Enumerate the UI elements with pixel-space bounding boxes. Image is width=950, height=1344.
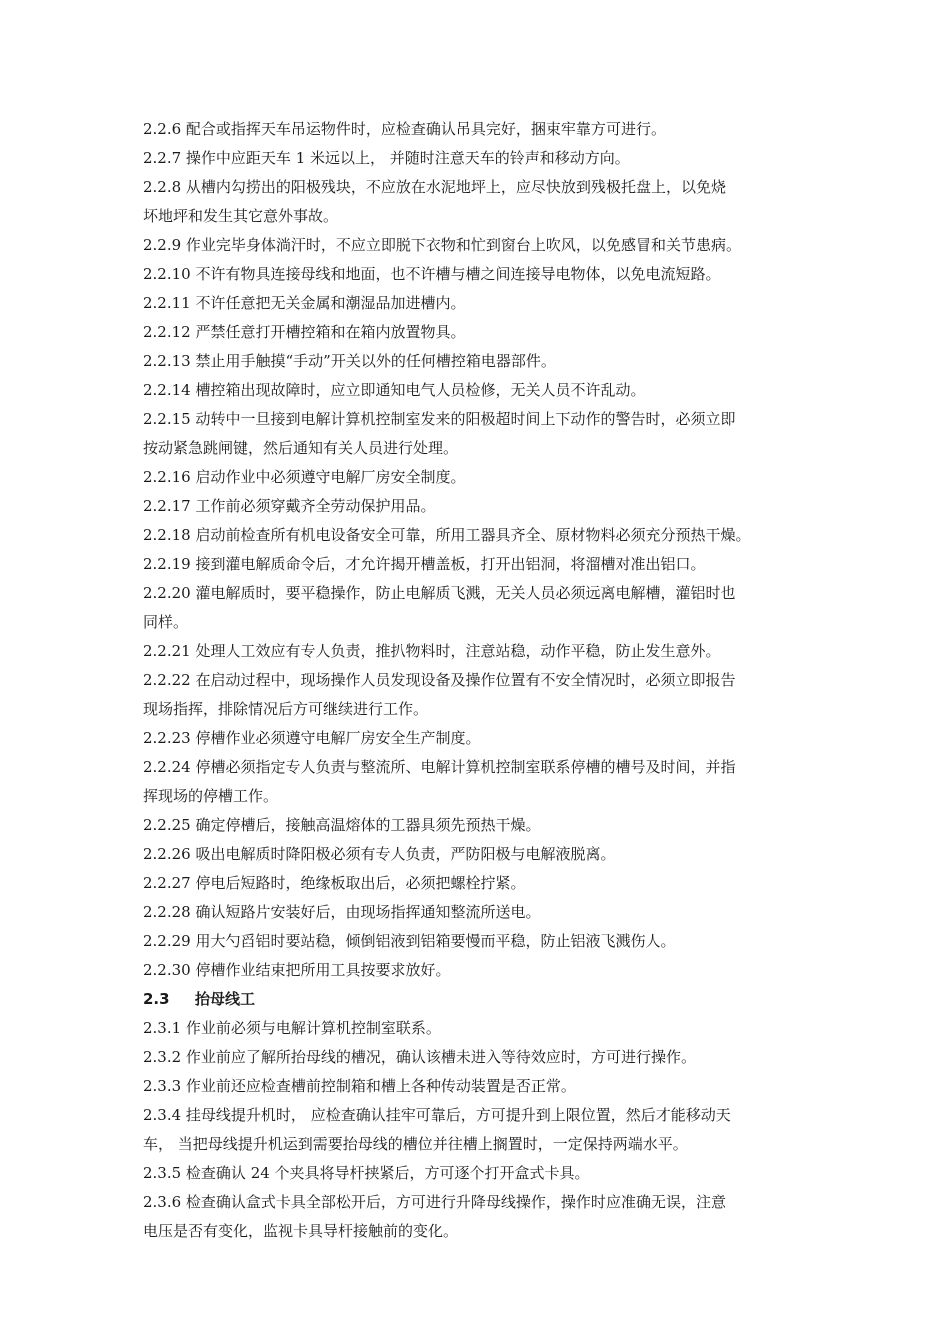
clause-line: 同样。 [143,613,189,631]
clause-paragraph [143,521,823,550]
clause-line: 2.2.28 确认短路片安装好后，由现场指挥通知整流所送电。 [143,903,541,921]
clause-paragraph [143,550,823,579]
document-body [143,115,823,1246]
clause-paragraph [143,666,823,724]
clause-paragraph [143,579,823,637]
clause-line: 2.3.2 作业前应了解所抬母线的槽况，确认该槽未进入等待效应时，方可进行操作。 [143,1048,696,1066]
clause-line: 按动紧急跳闸键，然后通知有关人员进行处理。 [143,439,459,457]
clause-paragraph [143,724,823,753]
clause-paragraph [143,492,823,521]
clause-line: 2.2.29 用大勺舀铝时要站稳，倾倒铝液到铝箱要慢而平稳，防止铝液飞溅伤人。 [143,932,676,950]
clause-paragraph [143,1101,823,1159]
clause-line: 2.2.26 吸出电解质时降阳极必须有专人负责，严防阳极与电解液脱离。 [143,845,616,863]
clause-line: 2.2.24 停槽必须指定专人负责与整流所、电解计算机控制室联系停槽的槽号及时间，并指 [143,758,736,776]
clause-line: 2.2.22 在启动过程中，现场操作人员发现设备及操作位置有不安全情况时，必须立即报告 [143,671,736,689]
clause-paragraph [143,637,823,666]
clause-line: 2.2.21 处理人工效应有专人负责，推扒物料时，注意站稳，动作平稳，防止发生意外。 [143,642,721,660]
clause-line: 2.2.11 不许任意把无关金属和潮湿品加进槽内。 [143,294,466,312]
clause-line: 2.2.30 停槽作业结束把所用工具按要求放好。 [143,961,451,979]
clause-line: 2.2.27 停电后短路时，绝缘板取出后，必须把螺栓拧紧。 [143,874,526,892]
clause-line: 2.2.9 作业完毕身体淌汗时，不应立即脱下衣物和忙到窗台上吹风，以免感冒和关节患病。 [143,236,741,254]
section-number: 2.3 [143,990,170,1008]
clause-line: 2.3.6 检查确认盒式卡具全部松开后，方可进行升降母线操作，操作时应准确无误，注意 [143,1193,726,1211]
clause-paragraph [143,376,823,405]
clause-paragraph [143,1014,823,1043]
clause-line: 2.2.16 启动作业中必须遵守电解厂房安全制度。 [143,468,466,486]
clause-paragraph [143,260,823,289]
clause-paragraph [143,1159,823,1188]
paragraph-list-2-3 [143,1014,823,1246]
clause-line: 2.2.25 确定停槽后，接触高温熔体的工器具须先预热干燥。 [143,816,541,834]
clause-paragraph [143,289,823,318]
clause-line: 挥现场的停槽工作。 [143,787,279,805]
clause-line: 2.3.4 挂母线提升机时， 应检查确认挂牢可靠后，方可提升到上限位置，然后才能移动天 [143,1106,731,1124]
section-heading [143,985,823,1014]
clause-line: 2.2.13 禁止用手触摸“手动”开关以外的任何槽控箱电器部件。 [143,352,556,370]
clause-line: 2.2.6 配合或指挥天车吊运物件时，应检查确认吊具完好，捆束牢靠方可进行。 [143,120,666,138]
paragraph-list-2-2 [143,115,823,985]
clause-line: 2.3.3 作业前还应检查槽前控制箱和槽上各种传动装置是否正常。 [143,1077,576,1095]
clause-paragraph [143,927,823,956]
clause-paragraph [143,898,823,927]
clause-paragraph [143,1072,823,1101]
clause-paragraph [143,753,823,811]
clause-paragraph [143,811,823,840]
clause-paragraph [143,956,823,985]
clause-paragraph [143,231,823,260]
clause-paragraph [143,144,823,173]
clause-line: 2.2.23 停槽作业必须遵守电解厂房安全生产制度。 [143,729,481,747]
clause-line: 2.2.17 工作前必须穿戴齐全劳动保护用品。 [143,497,436,515]
clause-paragraph [143,869,823,898]
clause-line: 坏地坪和发生其它意外事故。 [143,207,339,225]
clause-line: 2.2.18 启动前检查所有机电设备安全可靠，所用工器具齐全、原材物料必须充分预热干燥。 [143,526,751,544]
clause-paragraph [143,1188,823,1246]
clause-paragraph [143,1043,823,1072]
clause-line: 电压是否有变化，监视卡具导杆接触前的变化。 [143,1222,459,1240]
clause-line: 2.3.1 作业前必须与电解计算机控制室联系。 [143,1019,441,1037]
clause-line: 2.2.15 动转中一旦接到电解计算机控制室发来的阳极超时间上下动作的警告时，必须立即 [143,410,736,428]
clause-paragraph [143,347,823,376]
clause-paragraph [143,840,823,869]
clause-paragraph [143,173,823,231]
clause-paragraph [143,405,823,463]
clause-line: 2.2.19 接到灌电解质命令后，才允许揭开槽盖板，打开出铝洞，将溜槽对准出铝口。 [143,555,706,573]
clause-paragraph [143,463,823,492]
clause-paragraph [143,115,823,144]
clause-line: 2.2.14 槽控箱出现故障时，应立即通知电气人员检修，无关人员不许乱动。 [143,381,646,399]
section-title: 抬母线工 [195,990,256,1008]
clause-line: 2.2.7 操作中应距天车 1 米远以上， 并随时注意天车的铃声和移动方向。 [143,149,630,167]
clause-line: 2.2.8 从槽内勾捞出的阳极残块，不应放在水泥地坪上，应尽快放到残极托盘上，以免烧 [143,178,726,196]
clause-line: 2.2.20 灌电解质时，要平稳操作，防止电解质飞溅，无关人员必须远离电解槽，灌铝时也 [143,584,736,602]
clause-line: 2.2.10 不许有物具连接母线和地面，也不许槽与槽之间连接导电物体，以免电流短路。 [143,265,721,283]
clause-line: 车， 当把母线提升机运到需要抬母线的槽位并往槽上搁置时，一定保持两端水平。 [143,1135,688,1153]
clause-line: 现场指挥，排除情况后方可继续进行工作。 [143,700,429,718]
clause-line: 2.2.12 严禁任意打开槽控箱和在箱内放置物具。 [143,323,466,341]
clause-line: 2.3.5 检查确认 24 个夹具将导杆挟紧后，方可逐个打开盒式卡具。 [143,1164,590,1182]
clause-paragraph [143,318,823,347]
